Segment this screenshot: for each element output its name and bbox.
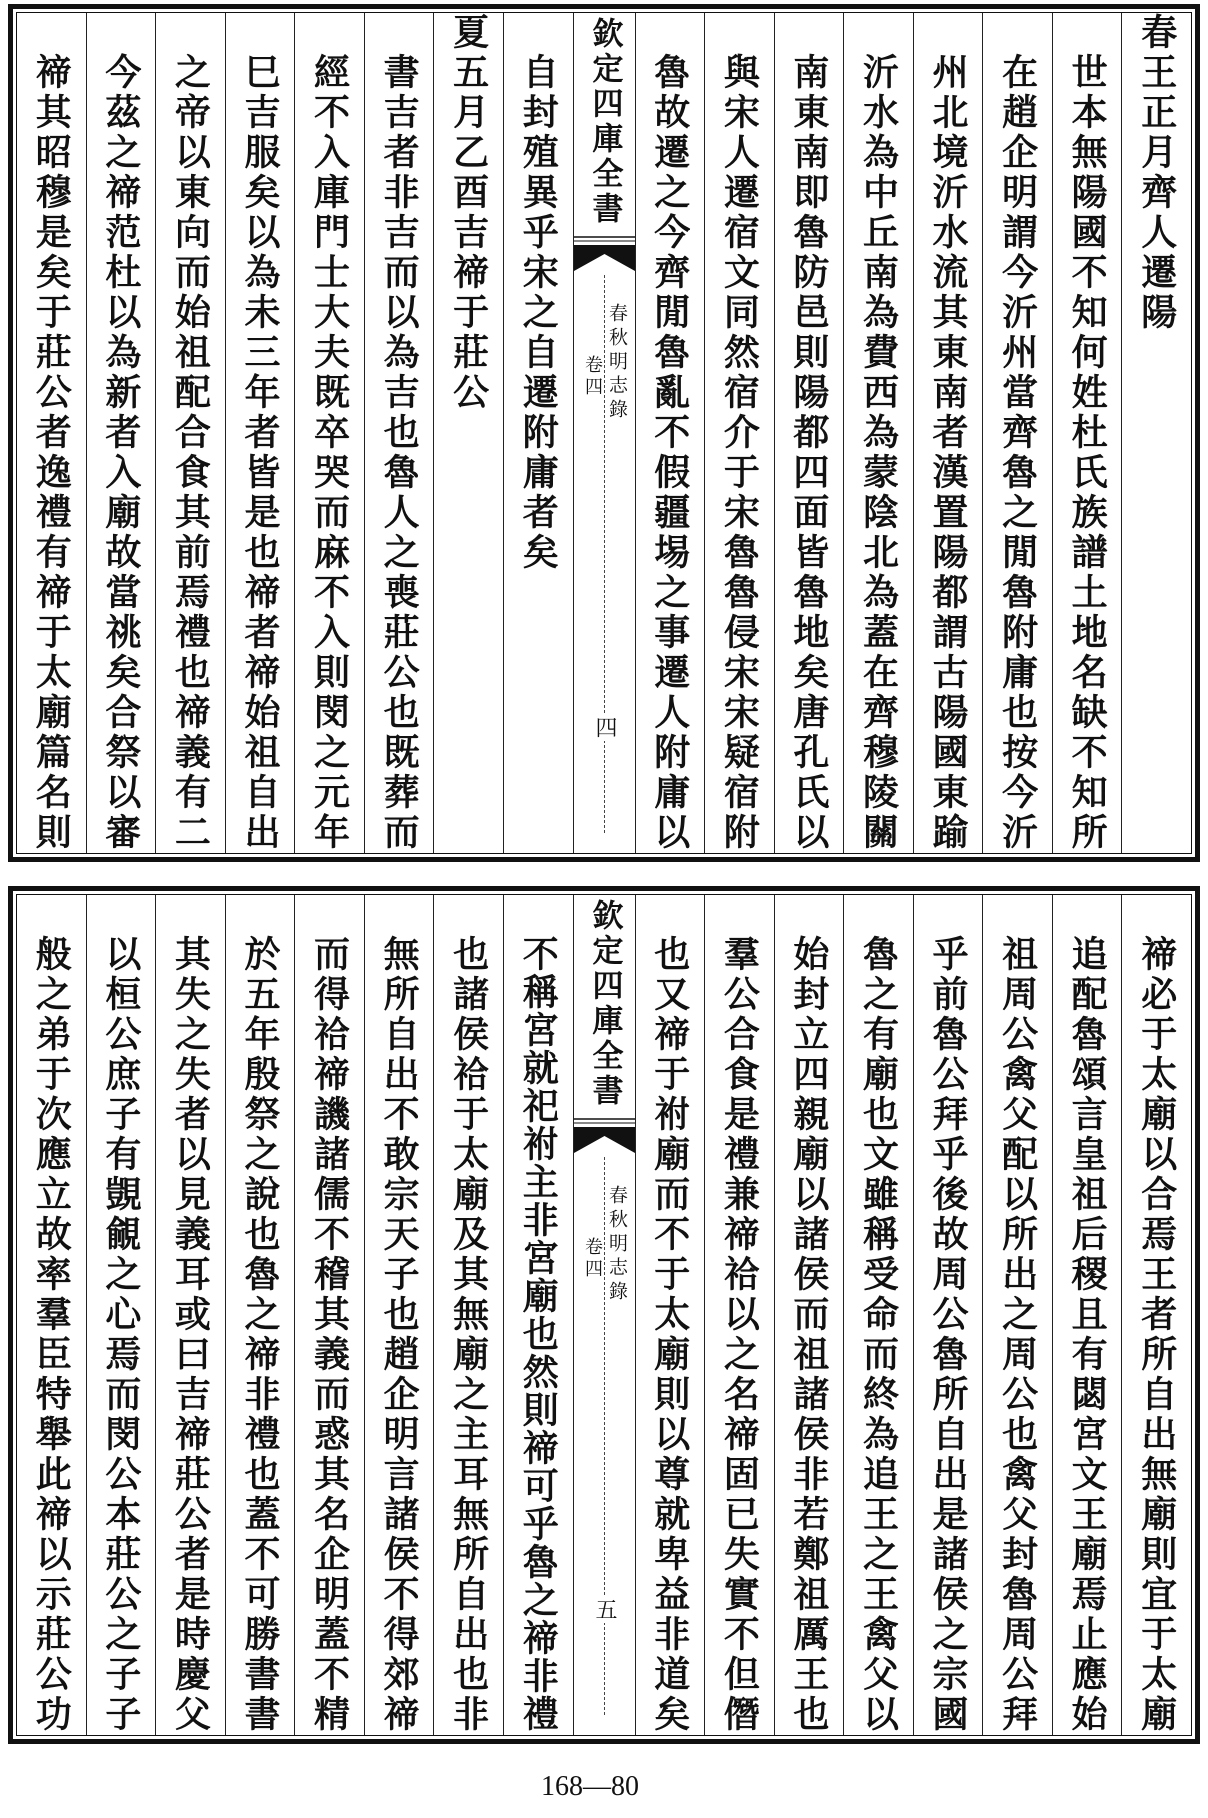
text-column — [155, 13, 225, 853]
text-column — [86, 13, 156, 853]
commentary-text: 追配魯頌言皇祖后稷且有閟宮文王廟焉止應始 — [1066, 935, 1109, 1735]
text-column — [635, 13, 705, 853]
text-column — [913, 13, 983, 853]
text-column — [843, 13, 913, 853]
commentary-text: 禘必于太廟以合焉王者所自出無廟則宜于太廟 — [1135, 935, 1178, 1735]
commentary-text: 始封立四親廟以諸侯而祖諸侯非若鄭祖厲王也 — [787, 935, 830, 1735]
text-column — [1052, 895, 1122, 1735]
commentary-text: 沂水為中丘南為費西為蒙陰北為蓋在齊穆陵關 — [857, 53, 900, 853]
text-column — [433, 13, 503, 853]
commentary-text: 不稱宮就祀祔主非宮廟也然則禘可乎魯之禘非禮 — [517, 935, 560, 1733]
commentary-text: 與宋人遷宿文同然宿介于宋魯魯侵宋宋疑宿附 — [718, 53, 761, 853]
text-column — [503, 13, 573, 853]
text-column — [155, 895, 225, 1735]
commentary-text: 南東南即魯防邑則陽都四面皆魯地矣唐孔氏以 — [787, 53, 830, 853]
commentary-text: 也諸侯祫于太廟及其無廟之主耳無所自出也非 — [447, 935, 490, 1735]
commentary-text: 州北境沂水流其東南者漢置陽都謂古陽國東踰 — [927, 53, 970, 853]
commentary-text: 無所自出不敢宗天子也趙企明言諸侯不得郊禘 — [378, 935, 421, 1735]
commentary-text: 禘其昭穆是矣于莊公者逸禮有禘于太廟篇名則 — [30, 53, 73, 853]
commentary-text: 乎前魯公拜乎後故周公魯所自出是諸侯之宗國 — [927, 935, 970, 1735]
text-column — [1121, 13, 1191, 853]
text-column — [1052, 13, 1122, 853]
commentary-text: 之帝以東向而始祖配合食其前焉禮也禘義有二 — [169, 53, 212, 853]
commentary-text: 經不入庫門士大夫既卒哭而麻不入則閔之元年 — [308, 53, 351, 853]
text-column — [86, 895, 156, 1735]
volume-label: 卷四 — [582, 355, 603, 399]
main-text: 夏五月乙酉吉禘于莊公 — [447, 13, 490, 413]
page-panel-bottom — [8, 886, 1200, 1744]
commentary-text: 祖周公禽父配以所出之周公也禽父封魯周公拜 — [996, 935, 1039, 1735]
center-guide-line — [604, 275, 605, 833]
book-title: 春秋明志錄 — [606, 1185, 628, 1305]
text-column — [635, 895, 705, 1735]
folio-number: 五 — [593, 1595, 615, 1623]
footer-reference: 168—80 — [541, 1771, 639, 1802]
text-column — [225, 895, 295, 1735]
text-column — [17, 13, 86, 853]
text-column — [774, 13, 844, 853]
text-column — [704, 13, 774, 853]
main-text: 春王正月齊人遷陽 — [1135, 13, 1178, 333]
text-column — [774, 895, 844, 1735]
center-guide-line — [604, 1157, 605, 1715]
text-column — [1121, 895, 1191, 1735]
text-column — [704, 895, 774, 1735]
commentary-text: 也又禘于祔廟而不于太廟則以尊就卑益非道矣 — [648, 935, 691, 1735]
text-column — [225, 13, 295, 853]
fish-tail-mark — [574, 1117, 635, 1157]
commentary-text: 以桓公庶子有覬覦之心焉而閔公本莊公之子子 — [99, 935, 142, 1735]
text-column — [982, 13, 1052, 853]
commentary-text: 在趙企明謂今沂州當齊魯之閒魯附庸也按今沂 — [996, 53, 1039, 853]
book-title: 春秋明志錄 — [606, 303, 628, 423]
text-column — [503, 895, 573, 1735]
folio-number: 四 — [593, 713, 615, 741]
center-column-banxin — [573, 895, 635, 1735]
text-column — [294, 895, 364, 1735]
text-column — [982, 895, 1052, 1735]
commentary-text: 巳吉服矣以為未三年者皆是也禘者禘始祖自出 — [238, 53, 281, 853]
text-column — [294, 13, 364, 853]
collection-title: 欽定四庫全書 — [586, 17, 623, 227]
text-column — [433, 895, 503, 1735]
commentary-text: 般之弟于次應立故率羣臣特舉此禘以示莊公功 — [30, 935, 73, 1735]
text-column — [17, 895, 86, 1735]
volume-label: 卷四 — [582, 1237, 603, 1281]
commentary-text: 其失之失者以見義耳或曰吉禘莊公者是時慶父 — [169, 935, 212, 1735]
commentary-text: 魯故遷之今齊閒魯亂不假疆埸之事遷人附庸以 — [648, 53, 691, 853]
commentary-text: 於五年殷祭之說也魯之禘非禮也蓋不可勝書書 — [238, 935, 281, 1735]
commentary-text: 書吉者非吉而以為吉也魯人之喪莊公也既葬而 — [378, 53, 421, 853]
commentary-text: 魯之有廟也文雖稱受命而終為追王之王禽父以 — [857, 935, 900, 1735]
center-column-banxin — [573, 13, 635, 853]
commentary-text: 自封殖異乎宋之自遷附庸者矣 — [517, 53, 560, 573]
text-grid — [16, 12, 1192, 854]
commentary-text: 而得祫禘譏諸儒不稽其義而惑其名企明蓋不精 — [308, 935, 351, 1735]
text-column — [913, 895, 983, 1735]
text-column — [364, 13, 434, 853]
text-column — [364, 895, 434, 1735]
fish-tail-mark — [574, 235, 635, 275]
commentary-text: 今茲之禘范杜以為新者入廟故當祧矣合祭以審 — [99, 53, 142, 853]
text-column — [843, 895, 913, 1735]
commentary-text: 羣公合食是禮兼禘祫以之名禘固已失實不但僭 — [718, 935, 761, 1735]
text-grid — [16, 894, 1192, 1736]
commentary-text: 世本無陽國不知何姓杜氏族譜土地名缺不知所 — [1066, 53, 1109, 853]
page-panel-top — [8, 4, 1200, 862]
collection-title: 欽定四庫全書 — [586, 899, 623, 1109]
